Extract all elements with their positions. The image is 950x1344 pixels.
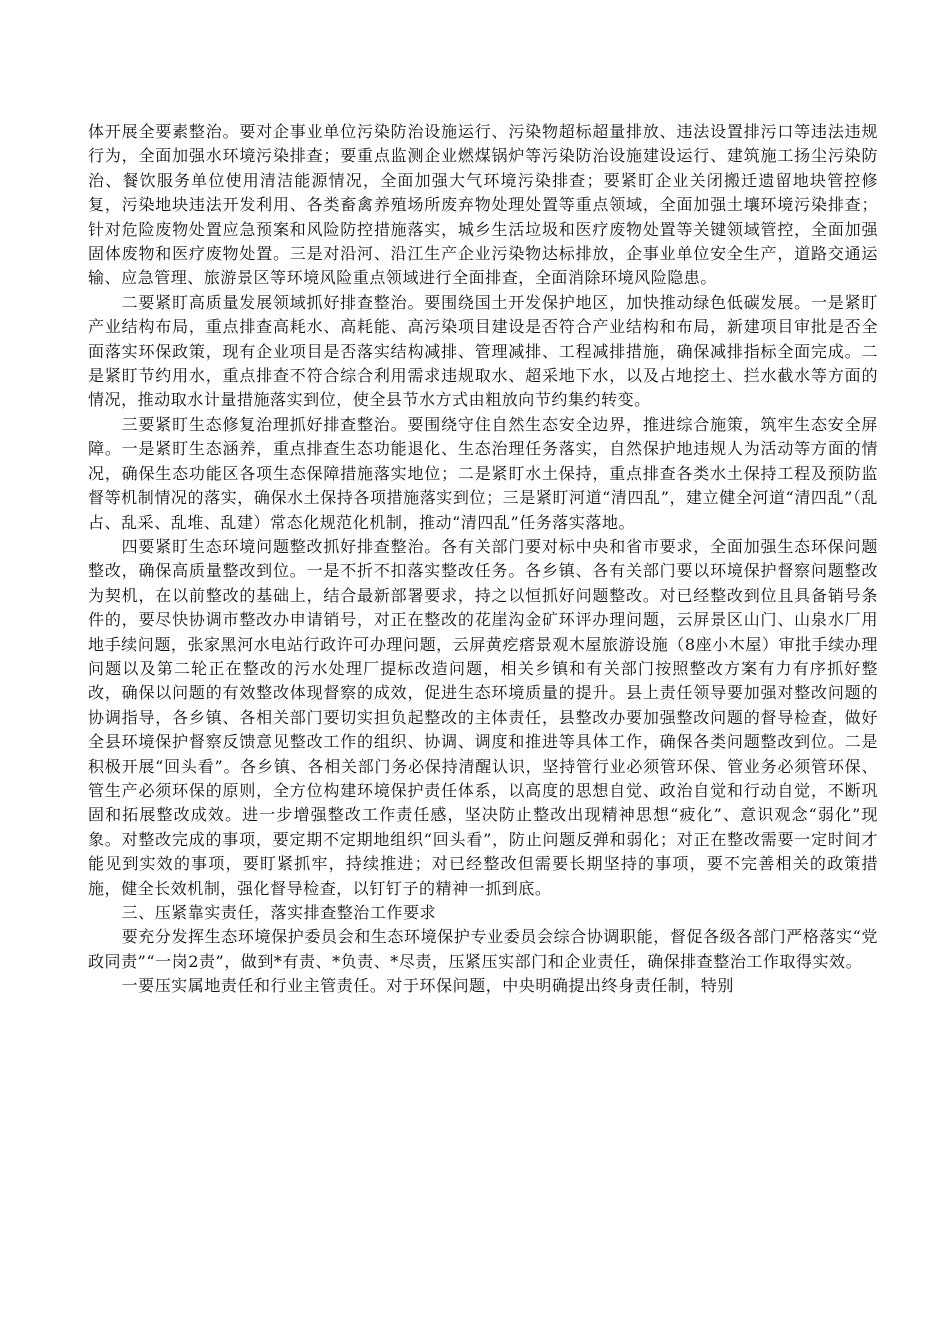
paragraph-ecological-restoration: 三要紧盯生态修复治理抓好排查整治。要围绕守住自然生态安全边界，推进综合施策，筑牢生态安全屏障。一是紧盯生态涵养，重点排查生态功能退化、生态治理任务落实，自然保护地违规人为活动等方面的情况，确保生态功能区各项生态保障措施落实地位；二是紧盯水土保持，重点排查各类水土保持工程及预防监督等机制情况的落实，确保水土保持各项措施落实到位；三是紧盯河道“清四乱”，建立健全河道“清四乱”（乱占、乱采、乱堆、乱建）常态化规范化机制，推动“清四乱”任务落实落地。 [88,414,878,532]
section-heading-3: 三、压紧靠实责任，落实排查整治工作要求 [121,903,437,922]
paragraph-committee-coordination: 要充分发挥生态环境保护委员会和生态环境保护专业委员会综合协调职能，督促各级各部门严格落实“党政同责”“一岗2责”，做到*有责、*负责、*尽责，压紧压实部门和企业责任，确保排查整治工作取得实效。 [88,927,878,971]
paragraph-territorial-responsibility: 一要压实属地责任和行业主管责任。对于环保问题，中央明确提出终身责任制，特别 [121,976,734,996]
document-page [88,120,878,999]
paragraph-high-quality-development: 二要紧盯高质量发展领域抓好排查整治。要围绕国土开发保护地区，加快推动绿色低碳发展。一是紧盯产业结构布局，重点排查高耗水、高耗能、高污染项目建设是否符合产业结构和布局，新建项目审批是否全面落实环保政策，现有企业项目是否落实结构减排、管理减排、工程减排措施，确保减排指标全面完成。二是紧盯节约用水，重点排查不符合综合利用需求违规取水、超采地下水，以及占地挖土、拦水截水等方面的情况，推动取水计量措施落实到位，使全县节水方式由粗放向节约集约转变。 [88,292,878,410]
paragraph-intro-continuation: 体开展全要素整治。要对企事业单位污染防治设施运行、污染物超标超量排放、违法设置排污口等违法违规行为，全面加强水环境污染排查；要重点监测企业燃煤锅炉等污染防治设施建设运行、建筑施工扬尘污染防治、餐饮服务单位使用清洁能源情况，全面加强大气环境污染排查；要紧盯企业关闭搬迁遗留地块管控修复，污染地块违法开发利用、各类畜禽养殖场所废弃物处理处置等重点领域，全面加强土壤环境污染排查；针对危险废物处置应急预案和风险防控措施落实，城乡生活垃圾和医疗废物处置等关键领域管控，全面加强固体废物和医疗废物处置。三是对沿河、沿江生产企业污染物达标排放，企事业单位安全生产，道路交通运输、应急管理、旅游景区等环境风险重点领域进行全面排查，全面消除环境风险隐患。 [88,122,878,288]
paragraph-rectification: 四要紧盯生态环境问题整改抓好排查整治。各有关部门要对标中央和省市要求，全面加强生态环保问题整改，确保高质量整改到位。一是不折不扣落实整改任务。各乡镇、各有关部门要以环境保护督察问题整改为契机，在以前整改的基础上，结合最新部署要求，持之以恒抓好问题整改。对已经整改到位且具备销号条件的，要尽快协调市整改办申请销号，对正在整改的花崖沟金矿环评办理问题，云屏景区山门、山泉水厂用地手续问题，张家黑河水电站行政许可办理问题，云屏黄疙瘩景观木屋旅游设施（8座小木屋）审批手续办理问题以及第二轮正在整改的污水处理厂提标改造问题，相关乡镇和有关部门按照整改方案有力有序抓好整改，确保以问题的有效整改体现督察的成效，促进生态环境质量的提升。县上责任领导要加强对整改问题的协调指导，各乡镇、各相关部门要切实担负起整改的主体责任，县整改办要加强整改问题的督导检查，做好全县环境保护督察反馈意见整改工作的组织、协调、调度和推进等具体工作，确保各类问题整改到位。二是积极开展“回头看”。各乡镇、各相关部门务必保持清醒认识，坚持管行业必须管环保、管业务必须管环保、管生产必须环保的原则，全方位构建环境保护责任体系，以高度的思想自觉、政治自觉和行动自觉，不断巩固和拓展整改成效。进一步增强整改工作责任感，坚决防止整改出现精神思想“疲化”、意识观念“弱化”现象。对整改完成的事项，要定期不定期地组织“回头看”，防止问题反弹和弱化；对正在整改需要一定时间才能见到实效的事项，要盯紧抓牢，持续推进；对已经整改但需要长期坚持的事项，要不完善相关的政策措施，健全长效机制，强化督导检查，以钉钉子的精神一抓到底。 [88,536,878,898]
